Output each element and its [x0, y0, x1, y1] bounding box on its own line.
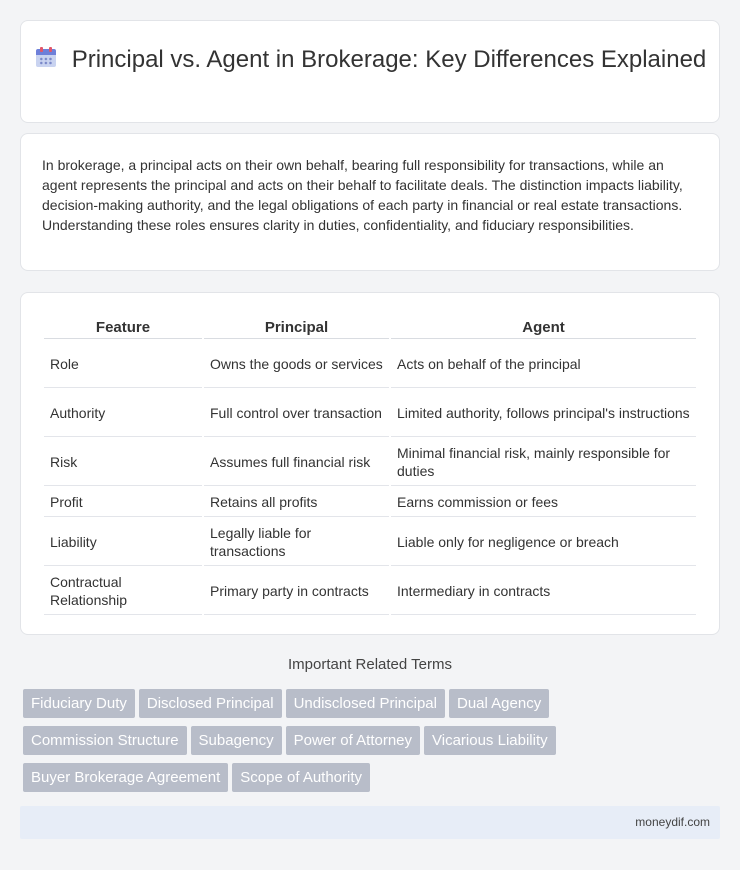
footer — [20, 806, 720, 839]
tag-row — [23, 763, 723, 800]
tag-commission-structure[interactable]: Commission Structure — [23, 726, 187, 755]
principal-cell: Owns the goods or services — [204, 341, 389, 388]
tag-undisclosed-principal[interactable]: Undisclosed Principal — [286, 689, 445, 718]
header-agent: Agent — [391, 316, 696, 339]
calendar-icon — [34, 45, 58, 69]
agent-cell: Liable only for negligence or breach — [391, 519, 696, 566]
comparison-table-card — [20, 292, 720, 635]
intro-paragraph: In brokerage, a principal acts on their own behalf, bearing full responsibility for transactions, while an agent represents the principal and acts on their behalf to facilitate deals. The distinction impacts liability, decision-making authority, and the legal obligations of each party in financial or real estate transactions. Understanding these roles ensures clarity in duties, confidentiality, and fiduciary responsibilities. — [42, 157, 683, 233]
feature-cell: Risk — [44, 439, 202, 486]
table-row — [44, 341, 696, 388]
tag-fiduciary-duty[interactable]: Fiduciary Duty — [23, 689, 135, 718]
related-terms-list — [23, 689, 723, 800]
title-card — [20, 20, 720, 123]
tag-disclosed-principal[interactable]: Disclosed Principal — [139, 689, 282, 718]
table-row — [44, 488, 696, 517]
table-row — [44, 439, 696, 486]
table-row — [44, 519, 696, 566]
feature-cell: Liability — [44, 519, 202, 566]
tag-vicarious-liability[interactable]: Vicarious Liability — [424, 726, 556, 755]
agent-cell: Limited authority, follows principal's instructions — [391, 390, 696, 437]
tag-row — [23, 726, 723, 763]
comparison-table — [42, 314, 698, 617]
agent-cell: Earns commission or fees — [391, 488, 696, 517]
tag-power-of-attorney[interactable]: Power of Attorney — [286, 726, 420, 755]
tag-subagency[interactable]: Subagency — [191, 726, 282, 755]
table-header-row — [44, 316, 696, 339]
page-title: Principal vs. Agent in Brokerage: Key Differences Explained — [71, 46, 707, 73]
feature-cell: Profit — [44, 488, 202, 517]
feature-cell: Contractual Relationship — [44, 568, 202, 615]
tag-row — [23, 689, 723, 726]
tag-buyer-brokerage-agreement[interactable]: Buyer Brokerage Agreement — [23, 763, 228, 792]
agent-cell: Intermediary in contracts — [391, 568, 696, 615]
principal-cell: Assumes full financial risk — [204, 439, 389, 486]
agent-cell: Minimal financial risk, mainly responsible for duties — [391, 439, 696, 486]
principal-cell: Retains all profits — [204, 488, 389, 517]
header-feature: Feature — [44, 316, 202, 339]
footer-site-link[interactable]: moneydif.com — [635, 815, 710, 829]
tag-scope-of-authority[interactable]: Scope of Authority — [232, 763, 370, 792]
related-terms-heading: Important Related Terms — [288, 656, 452, 673]
principal-cell: Legally liable for transactions — [204, 519, 389, 566]
feature-cell: Authority — [44, 390, 202, 437]
principal-cell: Primary party in contracts — [204, 568, 389, 615]
table-row — [44, 390, 696, 437]
intro-card — [20, 133, 720, 271]
agent-cell: Acts on behalf of the principal — [391, 341, 696, 388]
header-principal: Principal — [204, 316, 389, 339]
feature-cell: Role — [44, 341, 202, 388]
principal-cell: Full control over transaction — [204, 390, 389, 437]
table-row — [44, 568, 696, 615]
tag-dual-agency[interactable]: Dual Agency — [449, 689, 549, 718]
